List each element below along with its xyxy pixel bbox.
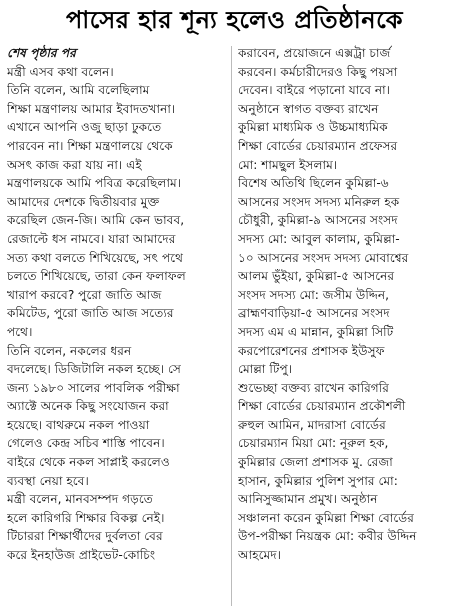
body-text-line: হয়েছে। বাথরুমে নকল পাওয়া (7, 417, 150, 432)
body-text-line: অনুষ্ঠানে স্বাগত বক্তব্য রাখেন (238, 101, 379, 116)
body-text-line: সদস্য মো: আবুল কালাম, কুমিল্লা- (238, 231, 400, 246)
body-text-line: বাইরে থেকে নকল সাপ্লাই করলেও (7, 455, 170, 470)
body-text-line: কুমিল্লার জেলা প্রশাসক মু. রেজা (238, 455, 393, 470)
body-text-line: মো: শামছুল ইসলাম। (238, 157, 338, 172)
body-text-line: আহমেদ। (238, 548, 282, 563)
body-text-line: করে ইনহাউজ প্রাইভেট-কোচিং (7, 548, 156, 563)
body-text-line: পারবেন না। শিক্ষা মন্ত্রণালয়ে থেকে (7, 138, 173, 153)
body-text-line: চলতে শিখিয়েছে, তারা কেন ফলাফল (7, 269, 186, 284)
body-text-line: ব্রাহ্মণবাড়িয়া-৫ আসনের সংসদ (238, 306, 390, 321)
body-text-line: মন্ত্রী বলেন, মানবসম্পদ গড়তে (7, 492, 153, 507)
body-text-line: চৌধুরী, কুমিল্লা-৯ আসনের সংসদ (238, 213, 398, 228)
body-text-line: শিক্ষা বোর্ডের চেয়ারম্যান প্রকৌশলী (238, 399, 406, 414)
body-text-line: আলম ভুঁইয়া, কুমিল্লা-৫ আসনের (238, 269, 395, 284)
body-text-line: সংসদ সদস্য মো: জসীম উদ্দিন, (238, 287, 389, 302)
body-text-line: করবেন। কর্মচারীদেরও কিছু পয়সা (238, 64, 398, 79)
body-text-line: এখানে আপনি ওজু ছাড়া ঢুকতে (7, 120, 162, 135)
body-text-line: আনিসুজ্জামান প্রমুখ। অনুষ্ঠান (238, 492, 378, 507)
body-text-line: সদস্য এম এ মান্নান, কুমিল্লা সিটি (238, 324, 394, 339)
body-text-line: হাসান, কুমিল্লার পুলিশ সুপার মো: (238, 473, 398, 488)
body-text-line: শিক্ষা বোর্ডের চেয়ারম্যান প্রফেসর (238, 138, 398, 153)
body-text-line: আসনের সংসদ সদস্য মনিরুল হক (238, 194, 400, 209)
body-text-line: সঞ্চালনা করেন কুমিল্লা শিক্ষা বোর্ডের (238, 510, 414, 525)
body-text-line: উপ-পরীক্ষা নিয়ন্ত্রক মো: কবীর উদ্দিন (238, 529, 417, 544)
body-text-line: শুভেচ্ছা বক্তব্য রাখেন কারিগরি (238, 380, 389, 395)
body-text-line: অ্যাক্টে অনেক কিছু সংযোজন করা (7, 399, 169, 414)
body-text-line: মোল্লা টিপু। (238, 362, 293, 377)
headline: পাসের হার শূন্য হলেও প্রতিষ্ঠানকে (65, 6, 404, 34)
body-text-line: করেছিল জেন-জি। আমি কেন ভাবব, (7, 213, 185, 228)
body-text-line: তিনি বলেন, নকলের ধরন (7, 343, 132, 358)
body-text-line: হলে কারিগরি শিক্ষার বিকল্প নেই। (7, 510, 165, 525)
body-text-line: মন্ত্রী এসব কথা বলেন। (7, 64, 114, 79)
body-text-line: ব্যবস্থা নেয়া হবে। (7, 473, 89, 488)
body-text-line: বিশেষ অতিথি ছিলেন কুমিল্লা-৬ (238, 176, 389, 191)
body-text-line: করপোরেশনের প্রশাসক ইউসুফ (238, 343, 385, 358)
body-text-line: টিচাররা শিক্ষার্থীদের দুর্বলতা বের (7, 529, 163, 544)
body-text-line: সত্য কথা বলতে শিখিয়েছে, সৎ পথে (7, 250, 184, 265)
body-text-line: রেজাল্টে ধস নামবে। যারা আমাদের (7, 231, 176, 246)
body-text-line: তিনি বলেন, আমি বলেছিলাম (7, 83, 150, 98)
body-text-line: করাবেন, প্রয়োজনে এক্সট্রা চার্জ (238, 46, 391, 60)
body-text-line: শিক্ষা মন্ত্রণালয় আমার ইবাদতখানা। (7, 101, 176, 116)
body-text-line: অসৎ কাজ করা যায় না। এই (7, 157, 142, 172)
kicker-text: শেষ পৃষ্ঠার পর (7, 46, 76, 60)
body-text-line: মন্ত্রণালয়কে আমি পবিত্র করেছিলাম। (7, 176, 182, 191)
body-text-line: জন্য ১৯৮০ সালের পাবলিক পরীক্ষা (7, 380, 180, 395)
body-text-line: বদলেছে। ডিজিটালি নকল হচ্ছে। সে (7, 362, 181, 377)
body-text-line: গেলেও কেন্দ্র সচিব শাস্তি পাবেন। (7, 436, 165, 451)
body-text-line: কমিটেড, পুরো জাতি আজ সত্যের (7, 306, 174, 321)
left-column (7, 44, 231, 608)
body-text-line: রুহুল আমিন, মাদরাসা বোর্ডের (238, 417, 386, 432)
body-text-line: খারাপ করবে? পুরো জাতি আজ (7, 287, 162, 302)
body-text-line: ১০ আসনের সংসদ সদস্য মোবাশ্বের (238, 250, 409, 265)
body-text-line: আমাদের দেশকে দ্বিতীয়বার মুক্ত (7, 194, 160, 209)
body-text-line: পথে। (7, 324, 33, 339)
body-text-line: দেবেন। বাইরে পড়ানো যাবে না। (238, 83, 391, 98)
column-divider (231, 46, 232, 606)
body-text-line: কুমিল্লা মাধ্যমিক ও উচ্চমাধ্যমিক (238, 120, 388, 135)
right-column (238, 44, 462, 608)
body-text-line: চেয়ারম্যান মিয়া মো: নূরুল হক, (238, 436, 389, 451)
